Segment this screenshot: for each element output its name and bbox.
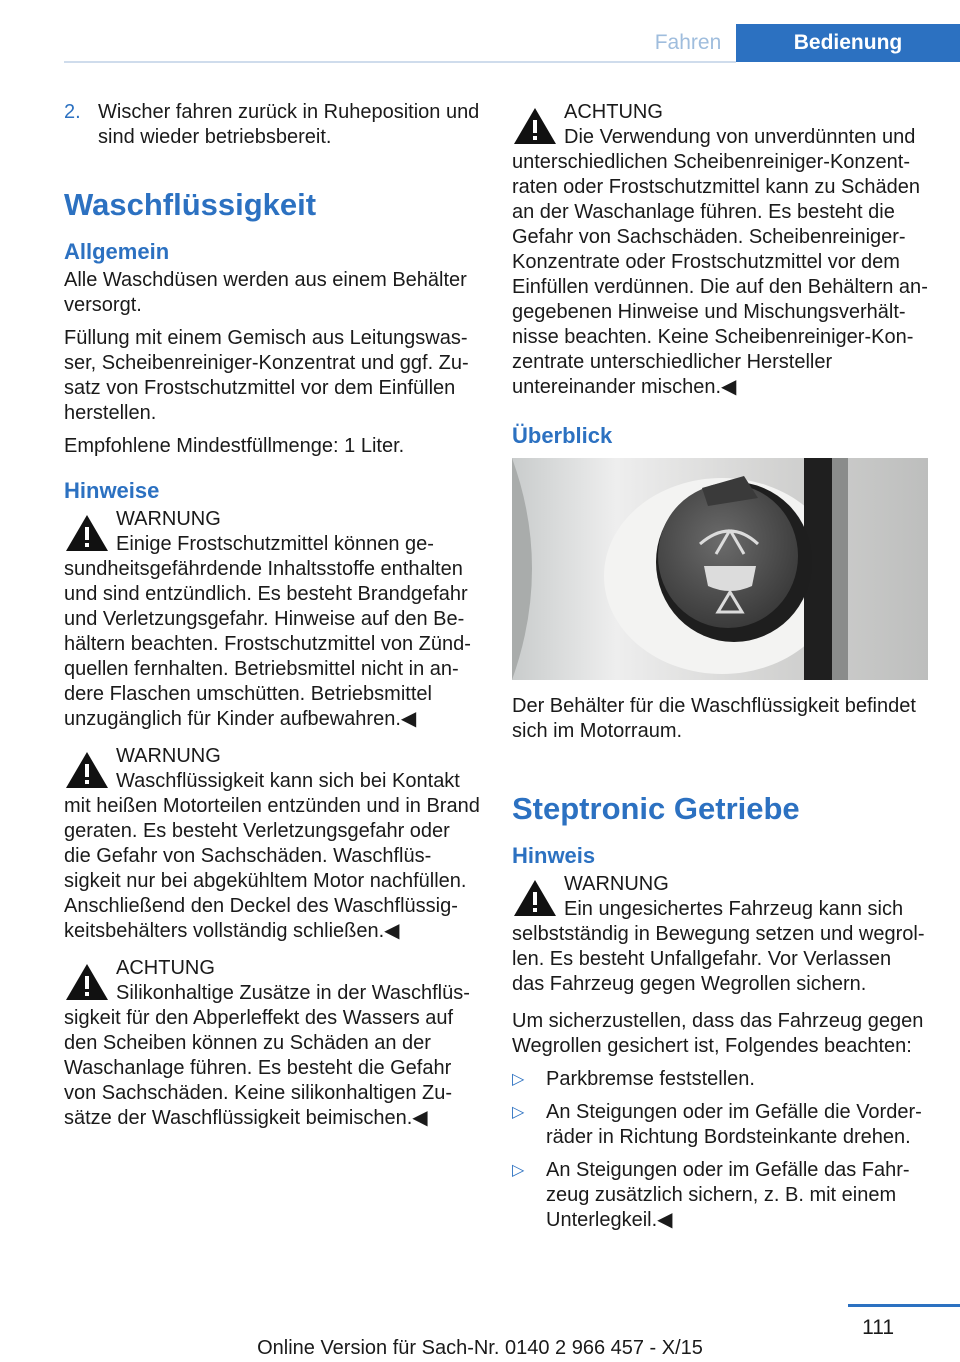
list-item-text: Parkbremse feststellen. xyxy=(546,1068,755,1090)
tab-bedienung[interactable]: Bedienung xyxy=(736,24,960,62)
footer-rule xyxy=(848,1304,960,1307)
caution-text: Die Verwendung von unverdünnten und unterschiedlichen Scheibenreiniger-Konzentraten oder Frostschutzmittel kann zu Schäden an der Waschanlage führen. Es besteht die Gefahr von Sachschäden. Scheibenreiniger-Konzentrate oder Frostschutzmittel vor dem Einfüllen verdünnen. Die auf den Behältern angegebenen Hinweise und Mischungsverhältnisse beachten. Keine Scheibenreiniger-Konzentrate unterschiedlicher Hersteller untereinander mischen.◀ xyxy=(512,126,928,398)
tab-fahren[interactable]: Fahren xyxy=(654,31,722,54)
left-column xyxy=(64,100,480,1143)
warning-text: Einige Frostschutzmittel können gesundheitsgefährdende Inhaltsstoffe enthalten und sind entzündlich. Es besteht Brandgefahr und Verletzungsgefahr. Hinweise auf den Behältern beachten. Frostschutzmittel von Zündquellen fernhalten. Betriebsmittel nicht in andere Flaschen umschütten. Betriebsmittel unzugänglich für Kinder aufbewahren.◀ xyxy=(64,533,471,730)
bullet-triangle-icon: ▷ xyxy=(512,1104,525,1121)
page-number: 111 xyxy=(862,1316,894,1339)
washer-reservoir-cap-photo xyxy=(512,458,928,680)
warning-label: WARNUNG xyxy=(116,745,221,767)
warning-triangle-icon xyxy=(64,748,116,792)
warning-text: Ein ungesichertes Fahrzeug kann sich selbstständig in Bewegung setzen und wegrollen. Es besteht Unfallgefahr. Vor Verlassen das Fahrzeug gegen Wegrollen sichern. xyxy=(512,898,925,995)
warning-text: Waschflüssigkeit kann sich bei Kontakt mit heißen Motorteilen entzünden und in Brand geraten. Es besteht Verletzungsgefahr oder die Gefahr von Sachschäden. Waschflüssigkeit nur bei abgekühltem Motor nachfüllen. Anschließend den Deckel des Waschflüssigkeitsbehälters vollständig schließen.◀ xyxy=(64,770,480,942)
caution-notice-2 xyxy=(512,100,928,400)
right-column xyxy=(512,100,928,1241)
step-2 xyxy=(64,100,480,150)
paragraph-sicherstellen: Um sicherzustellen, dass das Fahrzeug gegen Wegrollen gesichert ist, Folgendes beachten: xyxy=(512,1010,924,1057)
warning-triangle-icon xyxy=(64,511,116,555)
warning-label: WARNUNG xyxy=(564,873,669,895)
step-text: Wischer fahren zurück in Ruheposition und sind wieder betriebsbereit. xyxy=(98,101,480,148)
warning-notice-1 xyxy=(64,507,480,732)
step-number: 2. xyxy=(64,101,81,123)
heading-hinweis: Hinweis xyxy=(512,843,596,868)
warning-triangle-icon xyxy=(64,960,116,1004)
bullet-triangle-icon: ▷ xyxy=(512,1162,525,1179)
paragraph-allgemein-1: Alle Waschdüsen werden aus einem Behälter versorgt. xyxy=(64,269,467,316)
caution-notice-1 xyxy=(64,956,480,1131)
warning-notice-2 xyxy=(64,744,480,944)
heading-ueberblick: Überblick xyxy=(512,423,613,448)
list-item xyxy=(512,1158,928,1233)
online-version-footer: Online Version für Sach-Nr. 0140 2 966 457 - X/15 xyxy=(257,1337,703,1359)
photo-caption: Der Behälter für die Waschflüssigkeit befindet sich im Motorraum. xyxy=(512,695,916,742)
header-rule xyxy=(64,61,736,63)
paragraph-allgemein-3: Empfohlene Mindestfüllmenge: 1 Liter. xyxy=(64,435,405,457)
list-item-text: An Steigungen oder im Gefälle die Vorderräder in Richtung Bordsteinkante drehen. xyxy=(546,1101,922,1148)
list-item xyxy=(512,1100,928,1150)
warning-label: WARNUNG xyxy=(116,508,221,530)
paragraph-allgemein-2: Füllung mit einem Gemisch aus Leitungswasser, Scheibenreiniger-Konzentrat und ggf. Zusatz von Frostschutzmittel vor dem Einfüllen herstellen. xyxy=(64,327,469,424)
heading-steptronic: Steptronic Getriebe xyxy=(512,791,800,826)
caution-label: ACHTUNG xyxy=(116,957,215,979)
warning-triangle-icon xyxy=(512,876,564,920)
list-item xyxy=(512,1067,928,1092)
warning-triangle-icon xyxy=(512,104,564,148)
caution-label: ACHTUNG xyxy=(564,101,663,123)
heading-waschfluessigkeit: Waschflüssigkeit xyxy=(64,187,317,222)
bullet-triangle-icon: ▷ xyxy=(512,1071,525,1088)
section-tabs xyxy=(640,24,960,62)
caution-text: Silikonhaltige Zusätze in der Waschflüssigkeit für den Abperleffekt des Wassers auf den Scheiben können zu Schäden an der Waschanlage führen. Es besteht die Gefahr von Sachschäden. Keine silikonhaltigen Zusätze der Waschflüssigkeit beimischen.◀ xyxy=(64,982,470,1129)
warning-notice-3 xyxy=(512,872,928,997)
list-item-text: An Steigungen oder im Gefälle das Fahrzeug zusätzlich sichern, z. B. mit einem Unterlegkeil.◀ xyxy=(546,1159,910,1231)
heading-allgemein: Allgemein xyxy=(64,239,170,264)
heading-hinweise: Hinweise xyxy=(64,478,160,503)
